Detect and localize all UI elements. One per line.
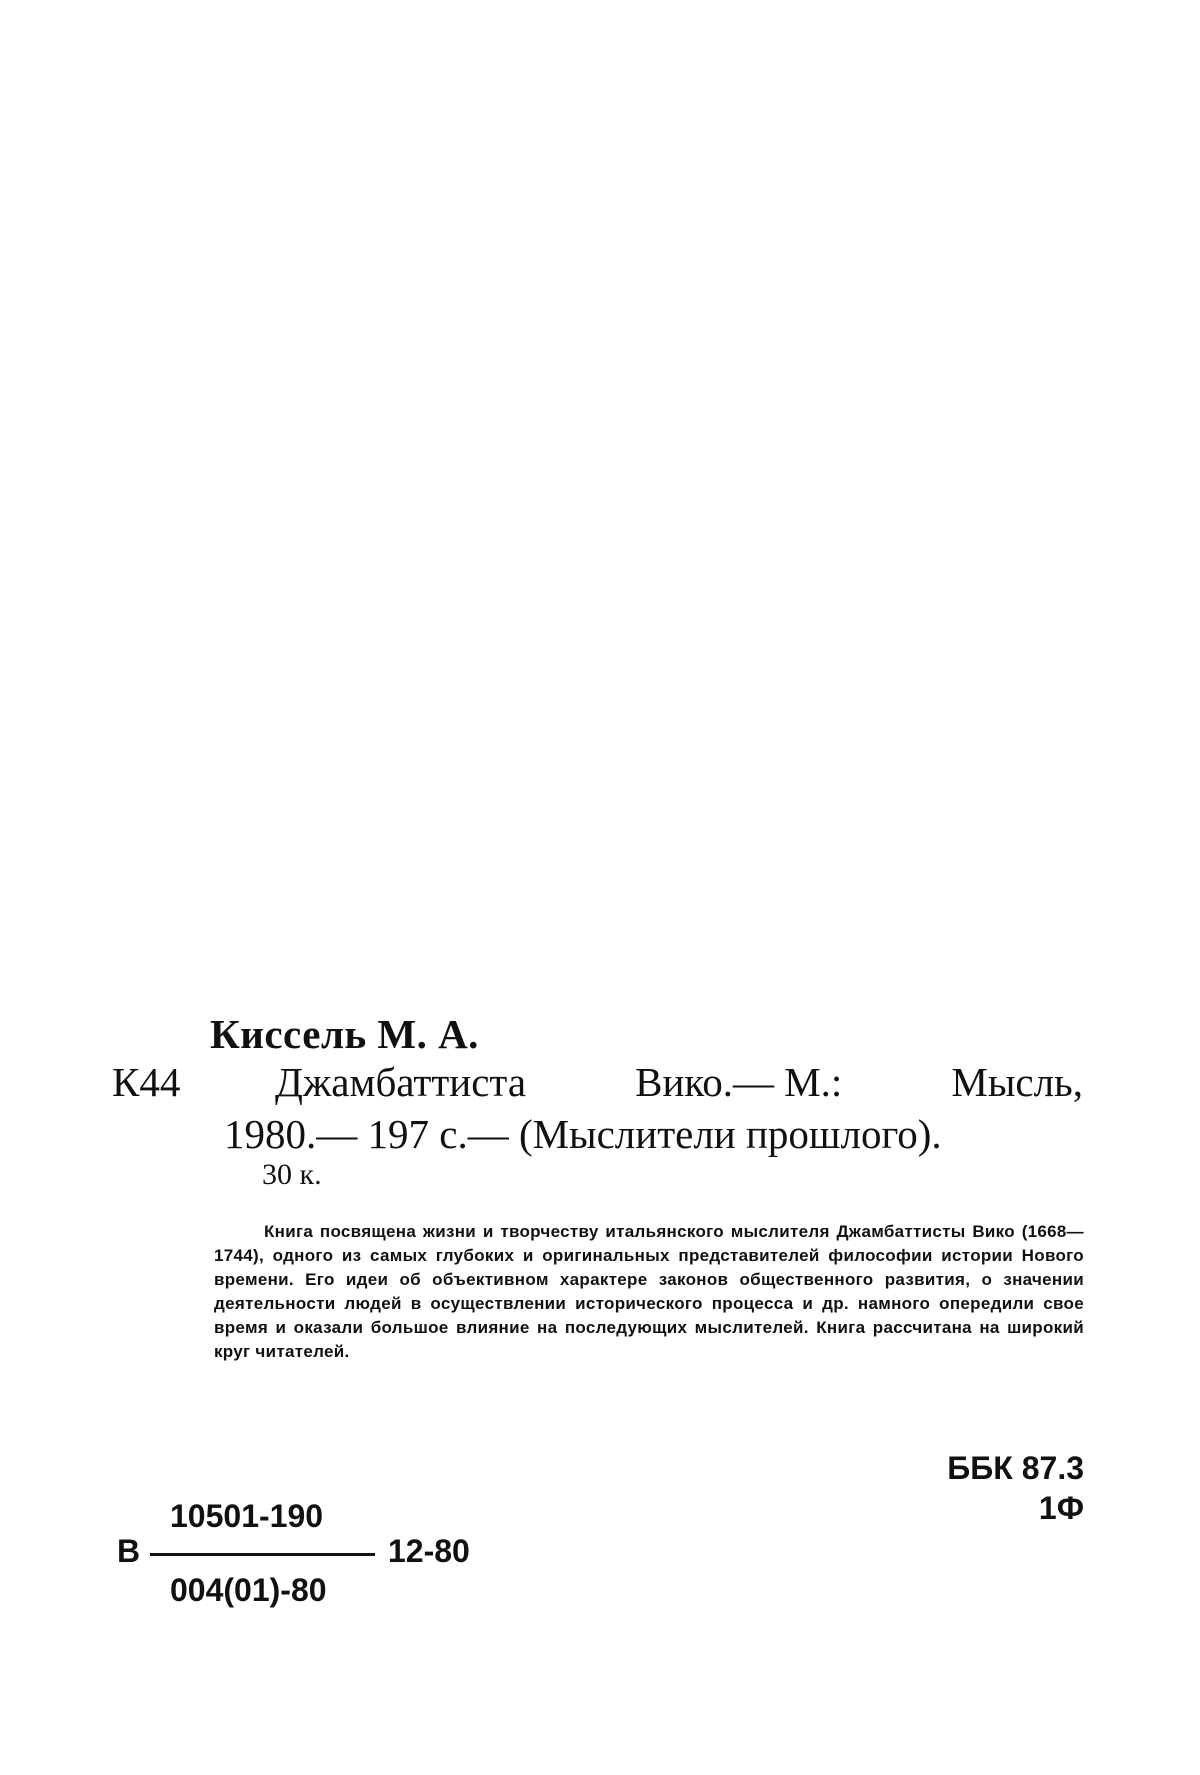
bbk-code: 1Ф [1038,1490,1084,1526]
publication-line: 1980.— 197 с.— (Мыслители прошлого). [224,1111,942,1157]
bbk-label: ББК 87.3 [947,1450,1084,1486]
fraction-letter: В [117,1533,141,1569]
fraction-suffix: 12-80 [388,1533,470,1569]
annotation-text: Книга посвящена жизни и творчеству итальянского мыслителя Джамбаттисты Вико (1668—1744), одного из самых глубоких и оригинальных представителей философии истории Нового времени. Его идеи об объективном характере законов общественного развития, о значении деятельности людей в осуществлении исторического процесса и др. намного опередили свое время и оказали большое влияние на последующих мыслителей. Книга рассчитана на широкий круг читателей. [214,1222,1084,1361]
fraction-denominator: 004(01)-80 [170,1572,327,1608]
price: 30 к. [262,1158,322,1191]
author-name: Киссель М. А. [210,1011,479,1057]
title-part-3: Мысль, [951,1059,1083,1105]
fraction-divider [150,1553,375,1556]
fraction-numerator: 10501-190 [170,1498,324,1534]
title-part-1: Джамбаттиста [275,1059,527,1105]
catalog-code: К44 [112,1059,181,1105]
title-line [275,1058,1083,1106]
title-part-2: Вико.— М.: [635,1059,843,1105]
